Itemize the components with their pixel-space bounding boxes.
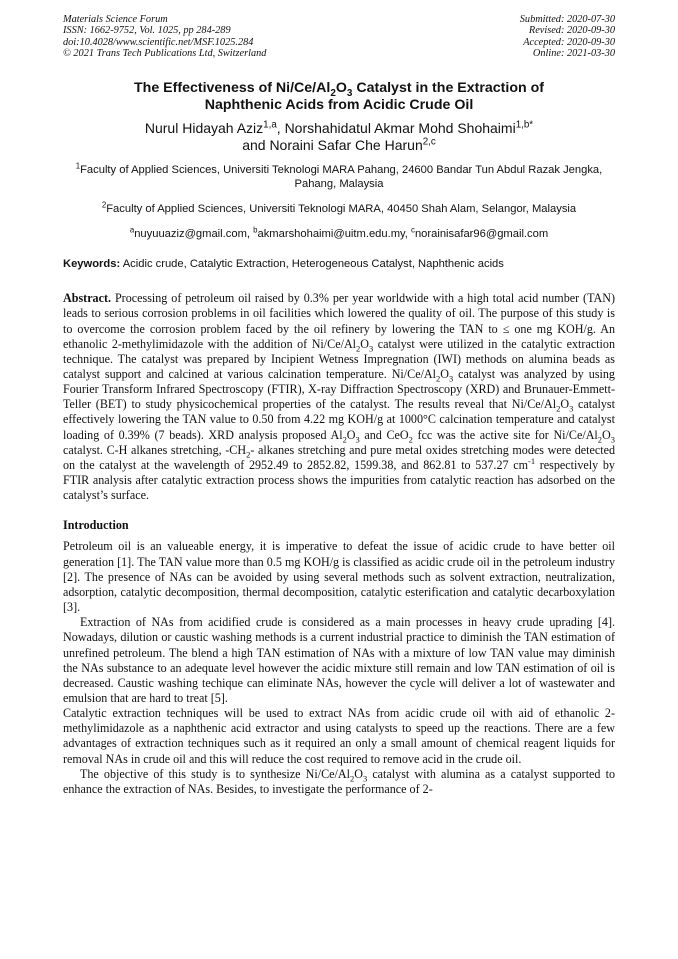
author-name: Noraini Safar Che Harun	[269, 137, 423, 154]
title-text: Catalyst in the Extraction of	[352, 79, 544, 96]
date-accepted: Accepted: 2020-09-30	[523, 36, 615, 48]
keywords-text: Acidic crude, Catalytic Extraction, Heterogeneous Catalyst, Naphthenic acids	[120, 258, 504, 271]
title-line-2: Naphthenic Acids from Acidic Crude Oil	[204, 96, 474, 113]
abstract-text: fcc was the active site for Ni/Ce/Al	[412, 427, 598, 442]
subscript: 2	[246, 449, 251, 460]
affiliation-text: Faculty of Applied Sciences, Universiti Teknologi MARA Pahang, 24600 Bandar Tun Abdul Razak Jengka, Pahang, Malaysia	[80, 163, 603, 190]
subscript: 3	[610, 434, 615, 445]
affiliation-2	[63, 202, 615, 216]
email-list	[63, 227, 615, 241]
doi[interactable]: doi:10.4028/www.scientific.net/MSF.1025.284	[63, 36, 254, 48]
keywords-label: Keywords:	[63, 258, 121, 271]
email-link[interactable]: akmarshohaimi@uitm.edu.my,	[257, 228, 412, 241]
subscript: 2	[350, 773, 355, 784]
subscript: 2	[436, 373, 441, 384]
title-text: O	[335, 79, 347, 96]
issn: ISSN: 1662-9752, Vol. 1025, pp 284-289	[63, 25, 231, 37]
author-affiliation-mark: 1,b*	[515, 118, 534, 130]
paragraph-1: Petroleum oil is an valueable energy, it is imperative to defeat the issue of acidic crude to have better oil generation [1]. The TAN value more than 0.5 mg KOH/g is classified as acidic crude oil in the petroleum industry [2]. The presence of NAs can be avoided by using several methods such as solvent extraction, neutralization, adsorption, catalytic decomposition, thermal decomposition, catalytic esterification and catalytic decarboxylation [3].	[63, 539, 615, 615]
title-line-1	[63, 80, 615, 97]
abstract-text: O	[360, 336, 370, 351]
copyright: © 2021 Trans Tech Publications Ltd, Switzerland	[63, 48, 267, 60]
abstract-label: Abstract.	[63, 291, 112, 306]
subscript: 2	[342, 434, 347, 445]
authors-line-1	[63, 120, 615, 138]
abstract-text: - alkanes stretching and pure metal oxides stretching modes were detected on the catalyst at the wavelength of 2952.49 to 2852.82, 1599.38, and 862.81 to 537.27 cm	[63, 442, 615, 472]
subscript: 3	[369, 343, 374, 354]
abstract-text: catalyst was analyzed by using Fourier Transform Infrared Spectroscopy (FTIR), X-ray Diffraction Spectroscopy (XRD) and Brunauer-Emmett-Teller (BET) to study physicochemical properties of the catalyst. The results reveal that Ni/Ce/Al	[63, 367, 615, 412]
author-and: and	[242, 137, 270, 154]
abstract	[63, 291, 615, 503]
author-affiliation-mark: 1,a	[263, 118, 277, 130]
date-submitted: Submitted: 2020-07-30	[519, 14, 615, 25]
abstract-text: O	[602, 427, 611, 442]
abstract-text: catalyst effectively lowering the TAN value to 0.50 from 4.22 mg KOH/g at 1000°C calcination temperature and catalyst loading of 0.39% (7 beads). XRD analysis proposed Al	[63, 397, 615, 442]
authors-line-2	[63, 137, 615, 155]
date-revised: Revised: 2020-09-30	[528, 25, 615, 37]
affiliation-1	[63, 160, 615, 191]
author-name: Nurul Hidayah Aziz	[144, 119, 264, 136]
affiliation-text: Faculty of Applied Sciences, Universiti Teknologi MARA, 40450 Shah Alam, Selangor, Malaysia	[106, 203, 577, 216]
email-mark: c	[411, 225, 415, 235]
journal-header	[63, 14, 615, 60]
subscript: 3	[449, 373, 454, 384]
section-heading-introduction: Introduction	[63, 518, 129, 533]
paragraph-text: The objective of this study is to synthesize Ni/Ce/Al	[80, 766, 350, 781]
email-mark: b	[253, 225, 258, 235]
subscript: 2	[356, 343, 361, 354]
paper-page	[63, 14, 615, 797]
subscript: 3	[362, 773, 368, 784]
affiliation-number: 2	[101, 200, 107, 210]
author-list	[63, 120, 615, 155]
date-online: Online: 2021-03-30	[532, 48, 615, 60]
author-affiliation-mark: 2,c	[422, 136, 436, 148]
title-text: The Effectiveness of Ni/Ce/Al	[134, 79, 331, 96]
title-subscript: 2	[330, 87, 336, 99]
header-left	[63, 14, 266, 60]
abstract-text: O	[440, 367, 449, 382]
affiliation-number: 1	[75, 160, 81, 170]
abstract-text: Processing of petroleum oil raised by 0.3% per year worldwide with a high total acid number (TAN) leads to serious corrosion problems in oil facilities which lowered the quality of oil. The purpose of this study is to overcome the corrosion problem faced by the oil refinery by lowering the TAN to ≤ one mg KOH/g. An ethanolic 2-methylimidazole with the addition of Ni/Ce/Al	[63, 291, 615, 351]
abstract-text: and CeO	[359, 427, 409, 442]
subscript: 3	[355, 434, 360, 445]
header-right	[520, 14, 615, 60]
abstract-text: O	[346, 427, 356, 442]
paragraph-2: Extraction of NAs from acidified crude is considered as a main processes in heavy crude uprading [4]. Nowadays, dilution or caustic washing methods is a current industrial practice to diminish the TAN estimation of unrefined petroleum. The blend a high TAN estimation of NAs with a mixture of low TAN value may diminish the NAs substance to an adequate level however the acidic mixture still remain and low TAN estimation of oil is decreased. Caustic washing techique can eliminate NAs, however the cycle will deliver a lot of wastewater and emulsion that are hard to treat [5].	[63, 615, 615, 705]
abstract-text: O	[560, 397, 570, 412]
abstract-text: catalyst. C-H alkanes stretching, -CH	[63, 442, 247, 457]
title-subscript: 3	[346, 87, 353, 99]
paragraph-3: Catalytic extraction techniques will be used to extract NAs from acidic crude oil with aid of ethanolic 2-methylimidazole as a naphthenic acid extractor and using catalysts to speed up the reactions. There are a few advantages of extraction techniques such as it required an only a small amount of chemical reagent liquids for removal NAs in crude oil and this will reduce the cost required to remove acid in the crude oil.	[63, 706, 615, 766]
journal-name: Materials Science Forum	[63, 14, 168, 25]
abstract-text: respectively by FTIR analysis after catalytic extraction process shows the impurities from catalytic reaction has adsorbed on the catalyst’s surface.	[63, 457, 615, 503]
email-mark: a	[129, 225, 135, 235]
abstract-text: catalyst were utilized in the catalytic extraction technique. The catalyst was prepared by Incipient Wetness Impregnation (IWI) methods on alumina beads as catalyst support and calcined at various calcination temperature. Ni/Ce/Al	[63, 336, 615, 382]
subscript: 2	[556, 403, 561, 414]
email-link[interactable]: norainisafar96@gmail.com	[414, 228, 549, 241]
subscript: 2	[408, 434, 413, 445]
author-separator: ,	[276, 119, 285, 136]
paragraph-text: O	[354, 766, 363, 781]
email-link[interactable]: nuyuuaziz@gmail.com,	[134, 228, 254, 241]
subscript: 3	[569, 403, 574, 414]
author-name: Norshahidatul Akmar Mohd Shohaimi	[284, 119, 516, 136]
paragraph-text: catalyst with alumina as a catalyst supported to enhance the extraction of NAs. Besides, to investigate the performance of 2-	[63, 766, 615, 796]
paper-title	[63, 80, 615, 114]
subscript: 2	[597, 434, 603, 445]
superscript: -1	[528, 455, 536, 466]
keywords	[63, 257, 615, 271]
paragraph-4	[63, 767, 615, 797]
